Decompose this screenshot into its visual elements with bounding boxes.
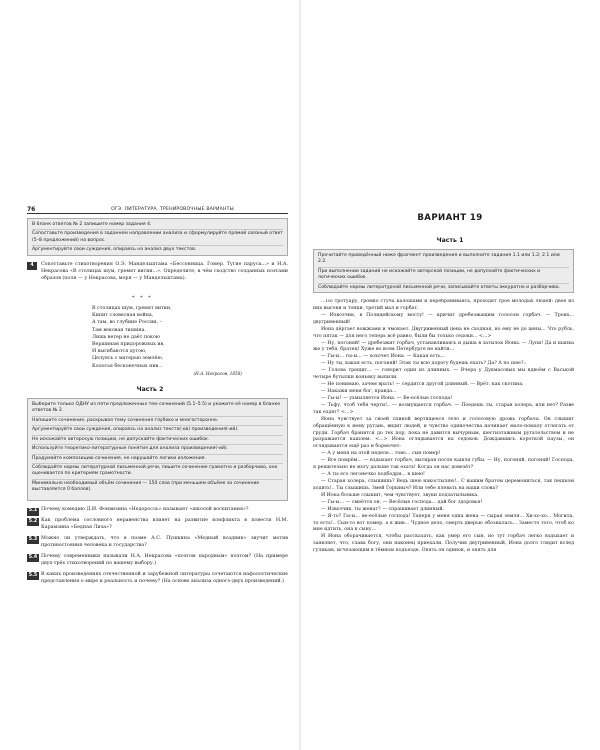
instruction-line: В бланк ответов № 2 запишите номер задания 4. [32,222,283,230]
page-number: 76 [27,206,36,213]
essay-topic-text: Почему современники называли Н.А. Некрасова «поэтом народным» поэтом? (На примере двух-трёх стихотворений по вашему выбору.) [41,553,288,566]
poem-line: В столицах шум, гремят витии, [92,306,172,311]
variant-heading: ВАРИАНТ 19 [417,213,483,223]
right-page [300,0,600,750]
instruction-line: Выберите только ОДНУ из пяти предложенных тем сочинений (5.1–5.5) и укажите её номер в бланке ответов № 2. [32,402,283,417]
running-head [27,203,288,214]
story-paragraph: — Я-то? Гы-ы... ве-есёлые господа! Таперя у меня одна жена — сырая земля... Хи-хо-хо... Могила, то есть!.. Сын-то вот помер, а я жив... Чудное дело, смерть дверью обозналась... Заместо того, чтоб ко мне идтить, она к сыну... [313,513,574,533]
poem-line: Там вековая тишина. [92,327,146,333]
poem-line: А там, во глубине России, – [92,320,162,326]
task-number-badge: 5.5 [27,572,39,580]
instruction-line: Не искажайте авторскую позицию, не допускайте фактических ошибок. [32,437,283,445]
running-title: ОГЭ. ЛИТЕРАТУРА. ТРЕНИРОВОЧНЫЕ ВАРИАНТЫ [111,207,234,212]
poem-attribution: (Н.А. Некрасов, 1858) [193,370,242,376]
story-paragraph: — Тьфу, чтоб тебя черти!.. — возмущается горбач. — Поедешь ты, старая холера, или нет? Разве так ездят? <...> [313,402,574,415]
story-paragraph: — Накажи меня бог, правда... [321,388,397,394]
instruction-line: При выполнении заданий не искажайте авторской позиции, не допускайте фактических и логических ошибок. [318,269,569,284]
story-paragraph: — Ну, погоняй! — дребезжит горбач, устанавливаясь и дыша в затылок Ионы. — Лупи! Да и шапка же у тебя, братец! Хуже во всем Петербурге не найти... [313,340,574,353]
essay-topic-text: Как проблема сословного неравенства влияет на развитие конфликта в повести Н.М. Карамзина «Бедная Лиза»? [41,517,288,530]
part1-instruction-box [313,249,574,293]
essay-topic [27,572,288,586]
story-paragraph: — Гы-ы! — ухмыляется Иона. — Ве-есёлые господа! [321,395,453,401]
task4-instruction-box [27,218,288,256]
poem-line: Вершинам придорожных ив, [92,341,165,347]
task-number-badge: 4 [27,262,37,270]
instruction-line: Сопоставьте произведения в заданном направлении анализа и сформулируйте прямой связный ответ (5–8 предложений) на вопрос. [32,231,283,246]
essay-topic-text: Почему комедию Д.И. Фонвизина «Недоросль» называют «школой воспитания»? [41,507,249,512]
story-fragment [313,299,574,739]
essay-topic [27,518,288,532]
story-paragraph: — А у меня на этой неделе... тово... сын помер! [321,451,441,457]
instruction-line: Продумайте композицию сочинения, не нарушайте логики изложения. [32,456,283,464]
instruction-line: Аргументируйте свои суждения, опираясь на анализ двух текстов. [32,247,197,253]
task-number-badge: 5.3 [27,536,39,544]
instruction-line: Напишите сочинение, раскрывая тему сочинения глубоко и многосторонне. [32,418,283,426]
essay-topic [27,507,288,514]
instruction-line: Минимально необходимый объём сочинения — 150 слов (при меньшем объёме за сочинение выставляется 0 баллов). [32,480,260,493]
task-number-badge: 5.2 [27,518,39,526]
story-paragraph: Иона чувствует за своей спиной вертящееся тело и голосовую дрожь горбача. Он слышит обращённую к нему ругань, видит людей, и чувство одиночества начинает мало-помалу отлегать от груди. Горбач бранится до тех пор, пока не давится вычурным, шестиэтажным ругательством и не разражается кашлем. <...> Иона оглядывается на седоков. Дождавшись короткой паузы, он оглядывается ещё раз и бормочет: [313,416,574,450]
instruction-line: Используйте теоретико-литературные понятия для анализа произведения(-ий). [32,446,283,454]
story-paragraph: — Гы-ы... — смеётся он. — Весёлые господа... дай бог здоровья! [321,499,483,505]
poem-line: Кипит словесная война, [92,313,154,319]
instruction-line: Соблюдайте нормы литературной письменной речи, записывайте ответы аккуратно и разборчиво. [318,284,561,290]
poem-line: Целуясь с матерью землёю, [92,356,164,362]
story-paragraph: И Иона оборачивается, чтобы рассказать, как умер его сын, но тут горбач легко вздыхает и заявляет, что, слава богу, они наконец приехали. Получив двугривенный, Иона долго глядит вслед гулякам, исчезающим в тёмном подъезде. Опять он одинок, и опять для [313,534,574,554]
essay-topic [27,536,288,550]
task-number-badge: 5.4 [27,554,39,562]
story-paragraph: И Иона больше слышит, чем чувствует, звуки подзатыльника. [321,492,479,498]
story-paragraph: — А ты его легонечко подбодри... в шею! [321,472,425,478]
story-paragraph: — Не понимаю, зачем врать! — сердится другой длинный. — Врёт, как скотина. [321,382,524,388]
story-paragraph: — Ну ты, какая есть, погоняй! Этак ты всю дорогу будешь ехать? Да? А по шее?.. [321,361,527,367]
essay-topic-text: Можно ли утверждать, что в поэме А.С. Пушкина «Медный всадник» звучит мотив противостояния человека и государства? [41,535,288,548]
essay-topic-list [27,507,288,590]
poem-line: И выгибаются дугою, [92,349,147,355]
instruction-line: Соблюдайте нормы литературной письменной речи, пишите сочинение грамотно и разборчиво, оно оценивается по критериям грамотности. [32,465,283,480]
part-2-heading: Часть 2 [136,386,164,393]
essay-topic-text: В каких произведениях отечественной и зарубежной литературы сочетаются нафолостические представления о мире и реальность и почему? (На основе анализа одного-двух произведений.) [41,571,288,584]
story-paragraph: …По тротуару, громко стуча калошами и перебраниваясь, проходят трое молодых людей: двое из них высоки и тонки, третий мал и горбат. [313,299,574,311]
part-1-heading: Часть 1 [436,237,464,244]
story-paragraph: — Старая холера, слышишь? Ведь шею накостыляю!.. С вашим братом церемониться, так пешком ходить!.. Ты слышишь, Змей Горыныч? Или тебе плевать на наши слова? [313,478,574,491]
poem-line: Колосья бесконечных нив... [92,363,163,369]
essay-topic [27,554,288,568]
part2-instruction-box [27,398,288,501]
instruction-line: Прочитайте приведённый ниже фрагмент произведения и выполните задания 1.1 или 1.2; 2.1 или 2.2. [318,253,569,268]
story-paragraph: — Извозчик, в Полицейскому мосту! — кричит дребезжащим голосом горбач. — Троих... двугривенный! [313,312,574,325]
task-number-badge: 5.1 [27,508,39,516]
task-4 [27,262,288,283]
story-paragraph: Иона дёргает вожжами и чмокает. Двугривенный цена не сходная, но ему не до цены... Что рубль, что пятак — для него теперь всё равно, были бы только седоки... <...> [313,326,574,339]
story-paragraph: — Все помрём... — вздыхает горбач, вытирая после кашля губы. — Ну, погоняй, погоняй! Господа, я решительно не могу дальше так ехать! Когда он нас довезёт? [313,458,574,471]
story-paragraph: — Извозчик, ты женат? — спрашивает длинный. [321,506,445,512]
poem-stars: * * * [132,295,153,301]
story-paragraph: — Голова трещит... — говорит один из длинных. — Вчера у Дукмасовых мы вдвоём с Васькой четыре бутылки коньяку выпили. [313,368,574,381]
poem [92,305,242,377]
story-paragraph: — Гы-ы... гы-ы... — хохочет Иона. — Какая есть... [321,354,446,360]
task-4-text: Сопоставьте стихотворения О.Э. Мандельштама «Бессонница. Гомер. Тугие паруса...» и Н.А. Некрасова «В столицах шум, гремят витии...». Определите, в чём сходство созданных поэтами образов (поля — у Некрасова, моря — у Мандельштама). [41,262,288,281]
poem-line: Лишь ветер не даёт покою [92,334,160,340]
instruction-line: Аргументируйте свои суждения, опираясь на анализ текста(-ов) произведения(-ий). [32,427,283,435]
